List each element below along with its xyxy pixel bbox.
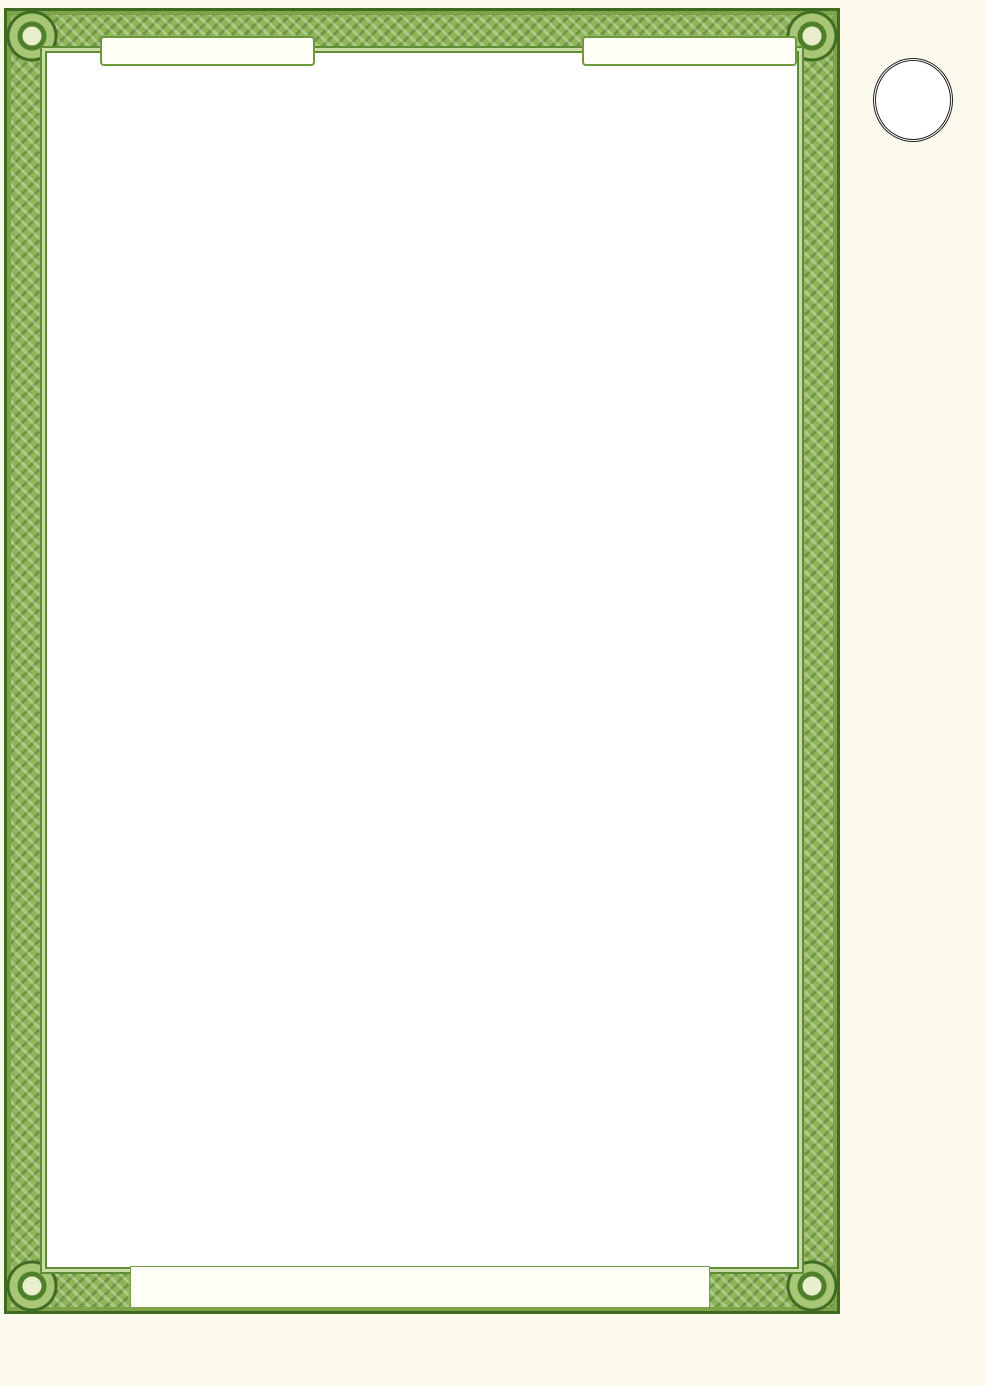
manzil-medallion-icon: [873, 58, 953, 142]
text-panel: [45, 51, 799, 1269]
glossary-sidebar: [845, 50, 981, 1380]
hizb-header: [582, 36, 797, 66]
surah-header: [100, 36, 315, 66]
tajweed-legend: [130, 1266, 710, 1308]
page-frame: [4, 8, 840, 1314]
